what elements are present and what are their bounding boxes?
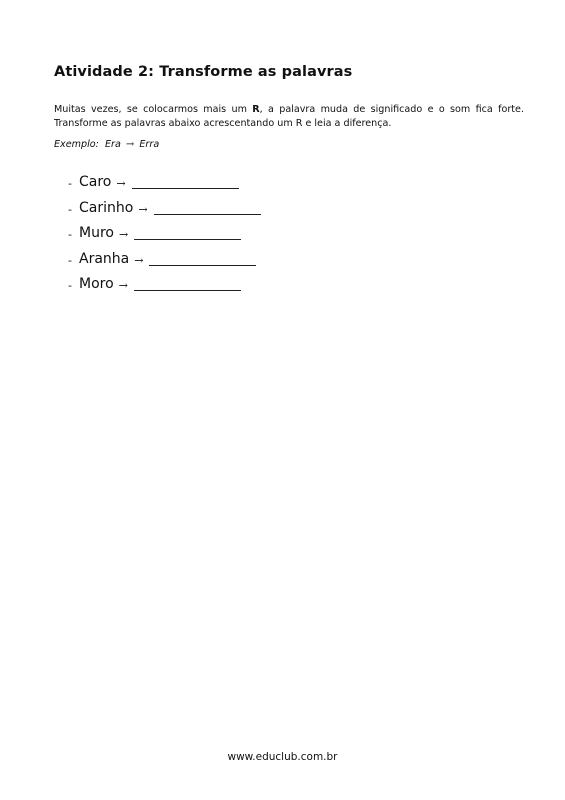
list-item	[68, 200, 261, 226]
word-label: Aranha	[79, 250, 130, 267]
example-line	[54, 139, 159, 150]
right-arrow-icon: →	[125, 139, 135, 150]
right-arrow-icon: →	[118, 279, 128, 292]
footer-url: www.educlub.com.br	[227, 751, 338, 763]
answer-blank[interactable]	[134, 225, 241, 240]
instructions-text-1: Muitas vezes, se colocarmos mais um	[54, 104, 253, 115]
page-title: Atividade 2: Transforme as palavras	[54, 64, 353, 80]
list-item	[68, 251, 261, 277]
instructions-bold-letter: R	[252, 104, 260, 115]
list-item	[68, 276, 261, 302]
list-dash: -	[68, 177, 72, 190]
list-dash: -	[68, 253, 72, 267]
instructions-text-2: , a palavra muda de significado e o som fica forte. Transforme as palavras abaixo acrescentando um R e leia a diferença.	[54, 104, 525, 129]
instructions-paragraph	[54, 103, 524, 130]
example-from-word: Era	[104, 139, 121, 150]
right-arrow-icon: →	[138, 202, 148, 216]
right-arrow-icon: →	[118, 228, 129, 241]
list-dash: -	[68, 279, 72, 292]
example-to-word: Erra	[139, 139, 160, 150]
word-label: Moro	[79, 276, 114, 292]
right-arrow-icon: →	[134, 253, 144, 267]
list-item	[68, 174, 261, 200]
word-list	[68, 174, 261, 302]
word-label: Muro	[79, 225, 114, 241]
answer-blank[interactable]	[149, 251, 256, 266]
word-label: Carinho	[79, 199, 134, 216]
word-label: Caro	[79, 174, 112, 190]
list-item	[68, 225, 261, 251]
list-dash: -	[68, 202, 72, 216]
answer-blank[interactable]	[132, 174, 239, 189]
example-label: Exemplo:	[54, 139, 99, 150]
right-arrow-icon: →	[116, 177, 126, 190]
answer-blank[interactable]	[154, 200, 261, 215]
list-dash: -	[68, 228, 72, 241]
answer-blank[interactable]	[134, 276, 241, 291]
